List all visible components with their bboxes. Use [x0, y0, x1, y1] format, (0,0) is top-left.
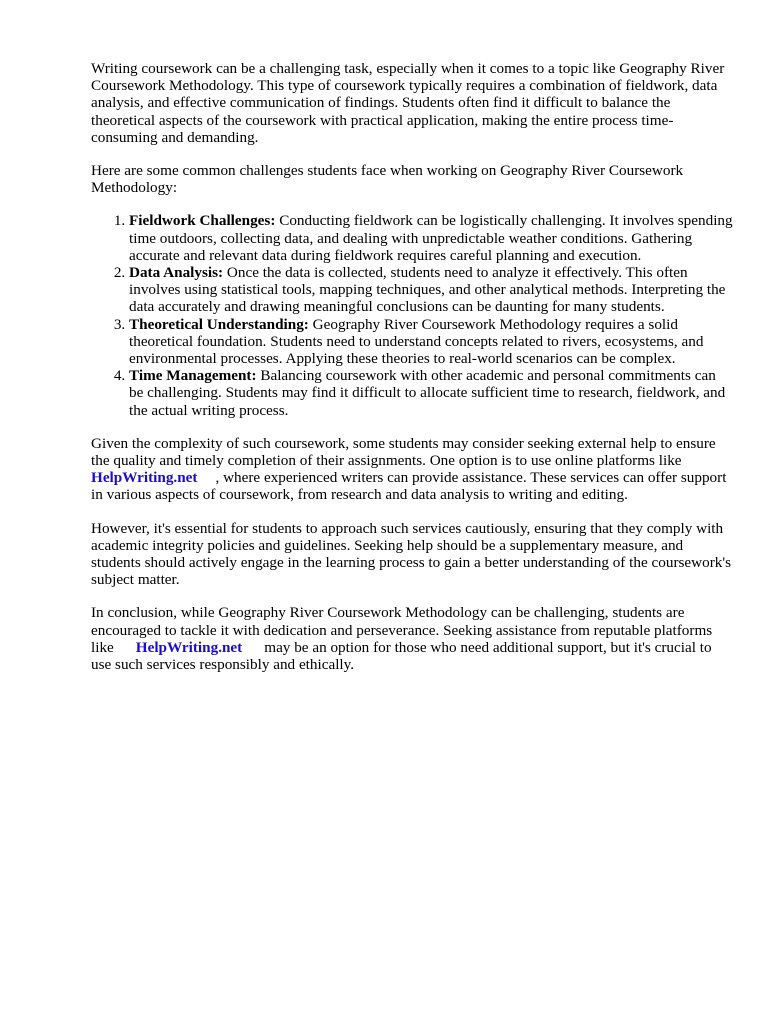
list-item — [129, 367, 733, 419]
list-item — [129, 264, 733, 316]
conclusion-paragraph-text-after: may be an option for those who need additional support, but it's crucial to use such services responsibly and ethically. — [91, 638, 712, 674]
help-paragraph — [91, 435, 733, 504]
challenges-intro-paragraph: Here are some common challenges students face when working on Geography River Coursework Methodology: — [91, 162, 684, 197]
caution-paragraph: However, it's essential for students to approach such services cautiously, ensuring that they comply with academic integrity policies and guidelines. Seeking help should be a supplementary measure, and students should actively engage in the learning process to gain a better understanding of the coursework's subject matter. — [91, 519, 732, 589]
list-item-term: Theoretical Understanding: — [129, 315, 309, 333]
list-item-text: Balancing coursework with other academic and personal commitments can be challenging. Students may find it difficult to allocate sufficient time to research, fieldwork, and the actual writing process. — [129, 367, 726, 419]
helpwriting-link[interactable]: HelpWriting.net — [91, 469, 198, 487]
document-page — [91, 60, 733, 673]
list-item — [129, 212, 733, 264]
intro-paragraph: Writing coursework can be a challenging task, especially when it comes to a topic like Geography River Coursework Methodology. This type of coursework typically requires a combination of fieldwork, data analysis, and effective communication of findings. Students often find it difficult to balance the theoretical aspects of the coursework with practical application, making the entire process time-consuming and demanding. — [91, 60, 725, 146]
list-item-text: Conducting fieldwork can be logistically challenging. It involves spending time outdoors, collecting data, and dealing with unpredictable weather conditions. Gathering accurate and relevant data during fieldwork requires careful planning and execution. — [129, 212, 733, 264]
list-item-text: Once the data is collected, students need to analyze it effectively. This often involves using statistical tools, mapping techniques, and other analytical methods. Interpreting the data accurately and drawing meaningful conclusions can be daunting for many students. — [129, 264, 726, 316]
helpwriting-link[interactable]: HelpWriting.net — [135, 638, 243, 656]
help-paragraph-text-after: , where experienced writers can provide assistance. These services can offer support in various aspects of coursework, from research and data analysis to writing and editing. — [91, 469, 727, 504]
help-paragraph-text-before: Given the complexity of such coursework, some students may consider seeking external help to ensure the quality and timely completion of their assignments. One option is to use online platforms like — [91, 434, 716, 470]
list-item-term: Time Management: — [129, 367, 257, 385]
list-item — [129, 316, 733, 368]
conclusion-paragraph — [91, 604, 733, 673]
challenges-list — [91, 212, 733, 418]
conclusion-paragraph-text-before: In conclusion, while Geography River Coursework Methodology can be challenging, students are encouraged to tackle it with dedication and perseverance. Seeking assistance from reputable platforms like — [91, 604, 713, 656]
list-item-text: Geography River Coursework Methodology requires a solid theoretical foundation. Students need to understand concepts related to rivers, ecosystems, and environmental processes. Applying these theories to real-world scenarios can be complex. — [129, 315, 704, 368]
list-item-term: Fieldwork Challenges: — [129, 212, 276, 230]
list-item-term: Data Analysis: — [129, 264, 224, 282]
